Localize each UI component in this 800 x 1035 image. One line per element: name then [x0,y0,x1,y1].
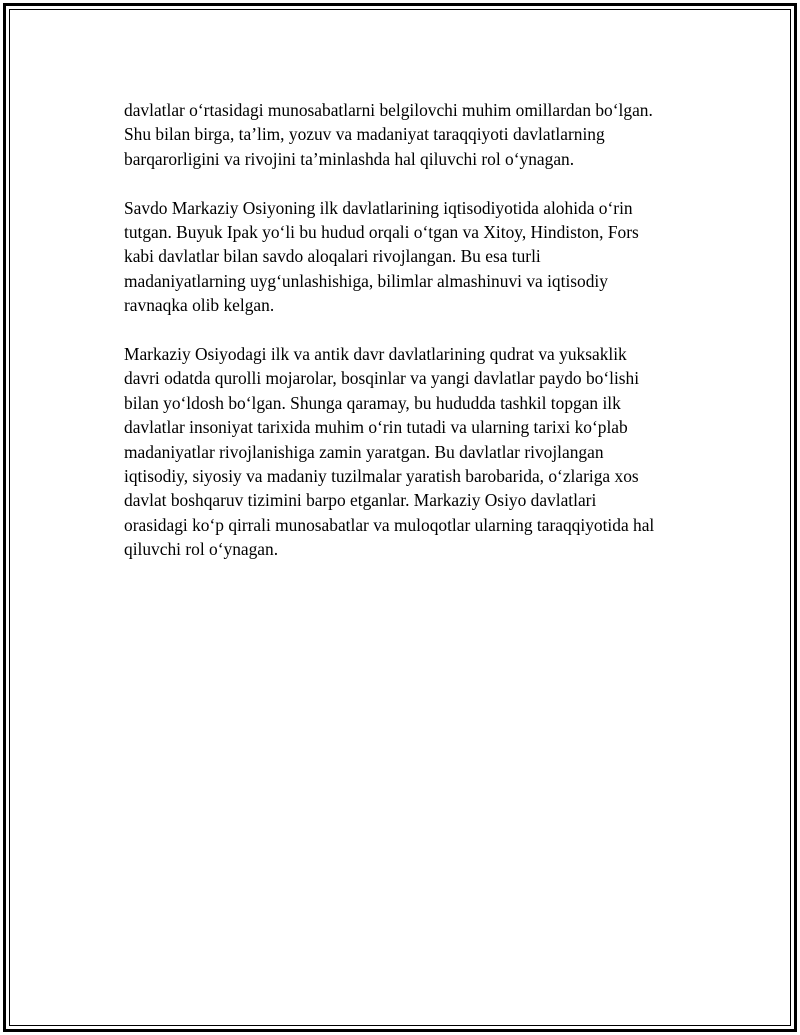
paragraph-3: Markaziy Osiyodagi ilk va antik davr davlatlarining qudrat va yuksaklik davri odatda qurolli mojarolar, bosqinlar va yangi davlatlar paydo bo‘lishi bilan yo‘ldosh bo‘lgan. Shunga qaramay, bu hududda tashkil topgan ilk davlatlar insoniyat tarixida muhim o‘rin tutadi va ularning tarixi ko‘plab madaniyatlar rivojlanishiga zamin yaratgan. Bu davlatlar rivojlangan iqtisodiy, siyosiy va madaniy tuzilmalar yaratish barobarida, o‘zlariga xos davlat boshqaruv tizimini barpo etganlar. Markaziy Osiyo davlatlari orasidagi ko‘p qirrali munosabatlar va muloqotlar ularning taraqqiyotida hal qiluvchi rol o‘ynagan. [124,344,655,560]
paragraph-2: Savdo Markaziy Osiyoning ilk davlatlarining iqtisodiyotida alohida o‘rin tutgan. Buyuk Ipak yo‘li bu hudud orqali o‘tgan va Xitoy, Hindiston, Fors kabi davlatlar bilan savdo aloqalari rivojlangan. Bu esa turli madaniyatlarning uyg‘unlashishiga, bilimlar almashinuvi va iqtisodiy ravnaqka olib kelgan. [124,197,639,316]
document-body [124,98,704,586]
page-border [3,3,797,1032]
paragraph-1: davlatlar o‘rtasidagi munosabatlarni belgilovchi muhim omillardan bo‘lgan. Shu bilan birga, ta’lim, yozuv va madaniyat taraqqiyoti davlatlarning barqarorligini va rivojini ta’minlashda hal qiluvchi rol o‘ynagan. [124,100,653,169]
